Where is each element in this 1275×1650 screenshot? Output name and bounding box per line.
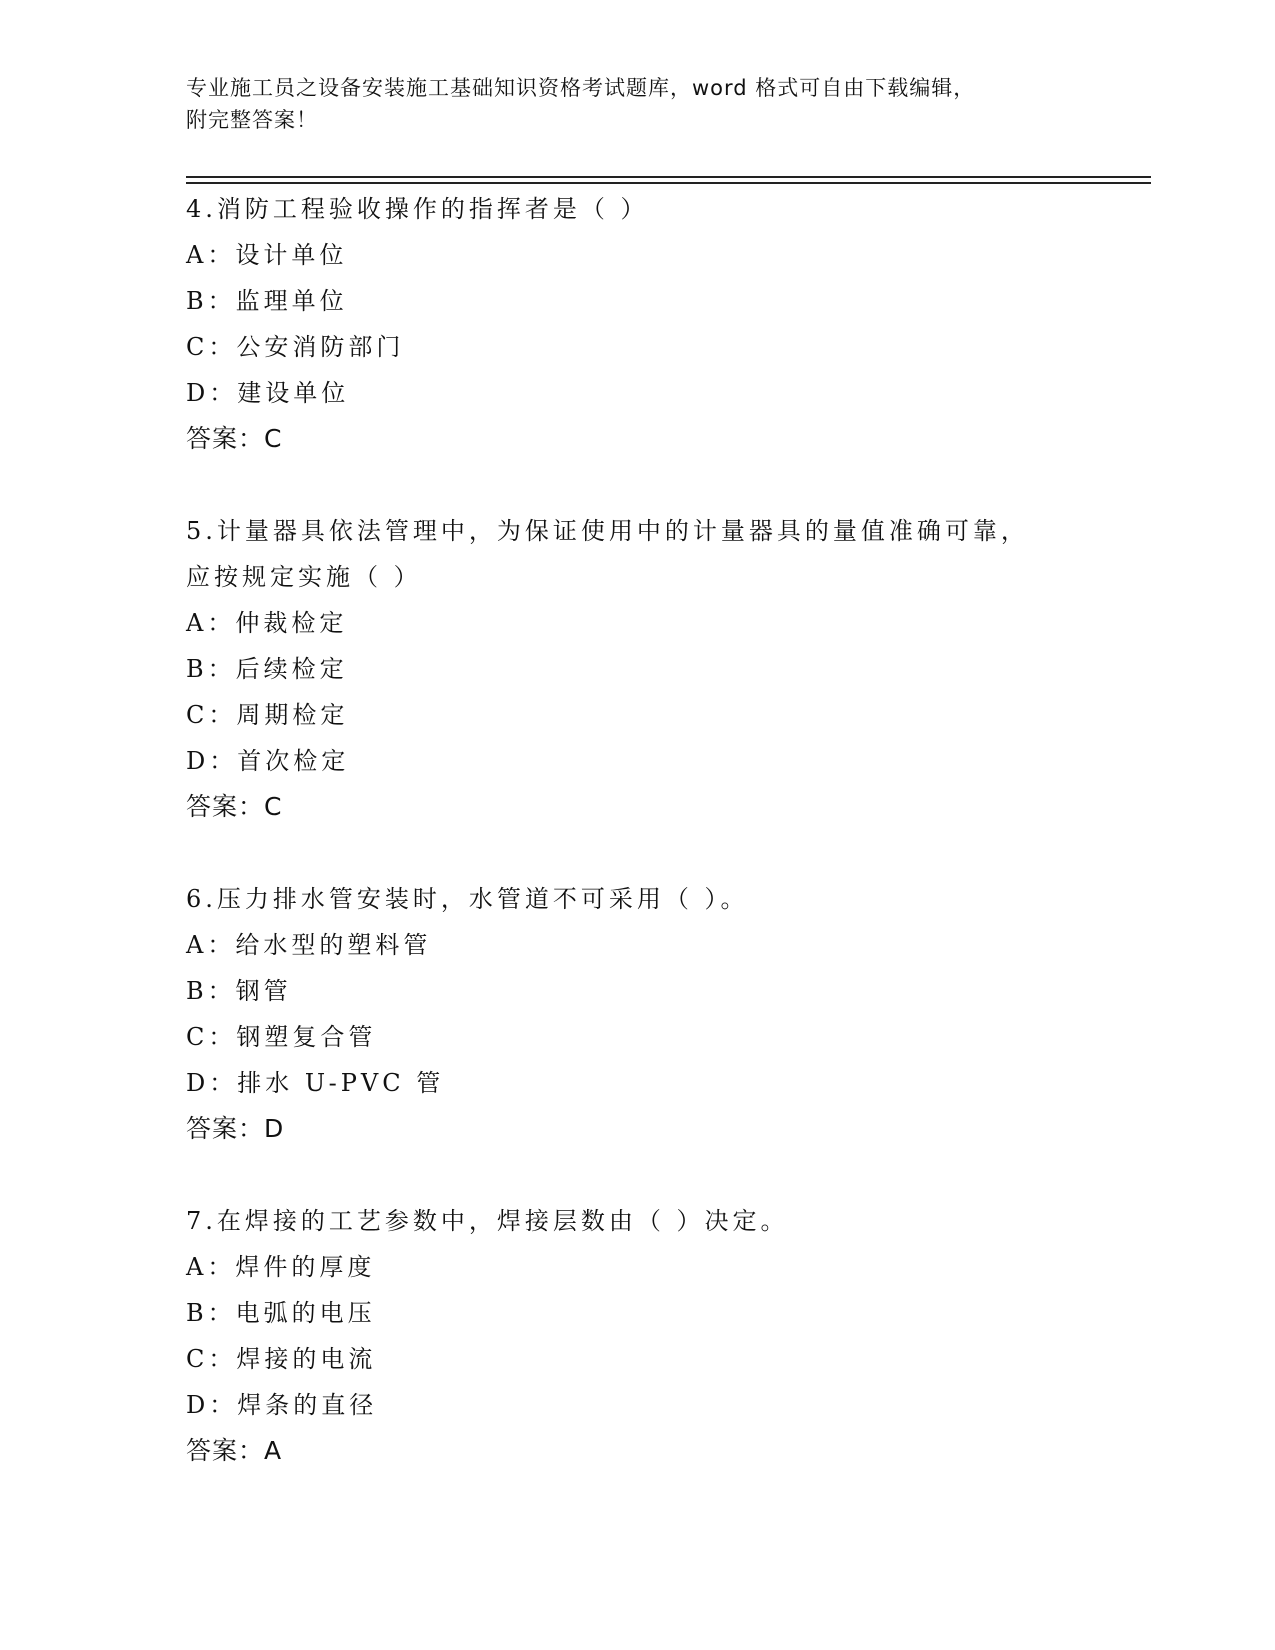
option-a: A：设计单位	[186, 241, 348, 269]
answer-label: 答案：C	[186, 792, 283, 821]
question-stem-continued: 应按规定实施（ ）	[186, 563, 422, 591]
answer-label: 答案：A	[186, 1436, 283, 1465]
question-5	[186, 508, 1146, 830]
option-b: B：后续检定	[186, 655, 348, 683]
header-line-2: 附完整答案！	[186, 108, 318, 132]
question-stem: 6.压力排水管安装时，水管道不可采用（ ）。	[186, 885, 749, 913]
option-c: C：钢塑复合管	[186, 1023, 377, 1051]
option-a: A：焊件的厚度	[186, 1253, 376, 1281]
question-list	[186, 186, 1146, 1520]
answer-label: 答案：D	[186, 1114, 285, 1143]
option-c: C：周期检定	[186, 701, 349, 729]
option-a: A：仲裁检定	[186, 609, 348, 637]
option-b: B：电弧的电压	[186, 1299, 376, 1327]
option-d: D：首次检定	[186, 747, 350, 775]
header-divider-top	[186, 176, 1151, 178]
question-6	[186, 876, 1146, 1152]
option-c: C：公安消防部门	[186, 333, 405, 361]
option-d: D：焊条的直径	[186, 1391, 378, 1419]
header-divider-bottom	[186, 182, 1151, 184]
answer-label: 答案：C	[186, 424, 283, 453]
option-d: D：建设单位	[186, 379, 350, 407]
question-7	[186, 1198, 1146, 1474]
document-header	[186, 72, 1086, 136]
question-4	[186, 186, 1146, 462]
option-b: B：钢管	[186, 977, 292, 1005]
question-stem: 5.计量器具依法管理中，为保证使用中的计量器具的量值准确可靠，	[186, 517, 1029, 545]
option-a: A：给水型的塑料管	[186, 931, 432, 959]
question-stem: 4.消防工程验收操作的指挥者是（ ）	[186, 195, 649, 223]
question-stem: 7.在焊接的工艺参数中，焊接层数由（ ）决定。	[186, 1207, 789, 1235]
option-d: D：排水 U-PVC 管	[186, 1069, 445, 1097]
header-line-1: 专业施工员之设备安装施工基础知识资格考试题库，word 格式可自由下载编辑，	[186, 76, 976, 100]
option-b: B：监理单位	[186, 287, 348, 315]
option-c: C：焊接的电流	[186, 1345, 377, 1373]
